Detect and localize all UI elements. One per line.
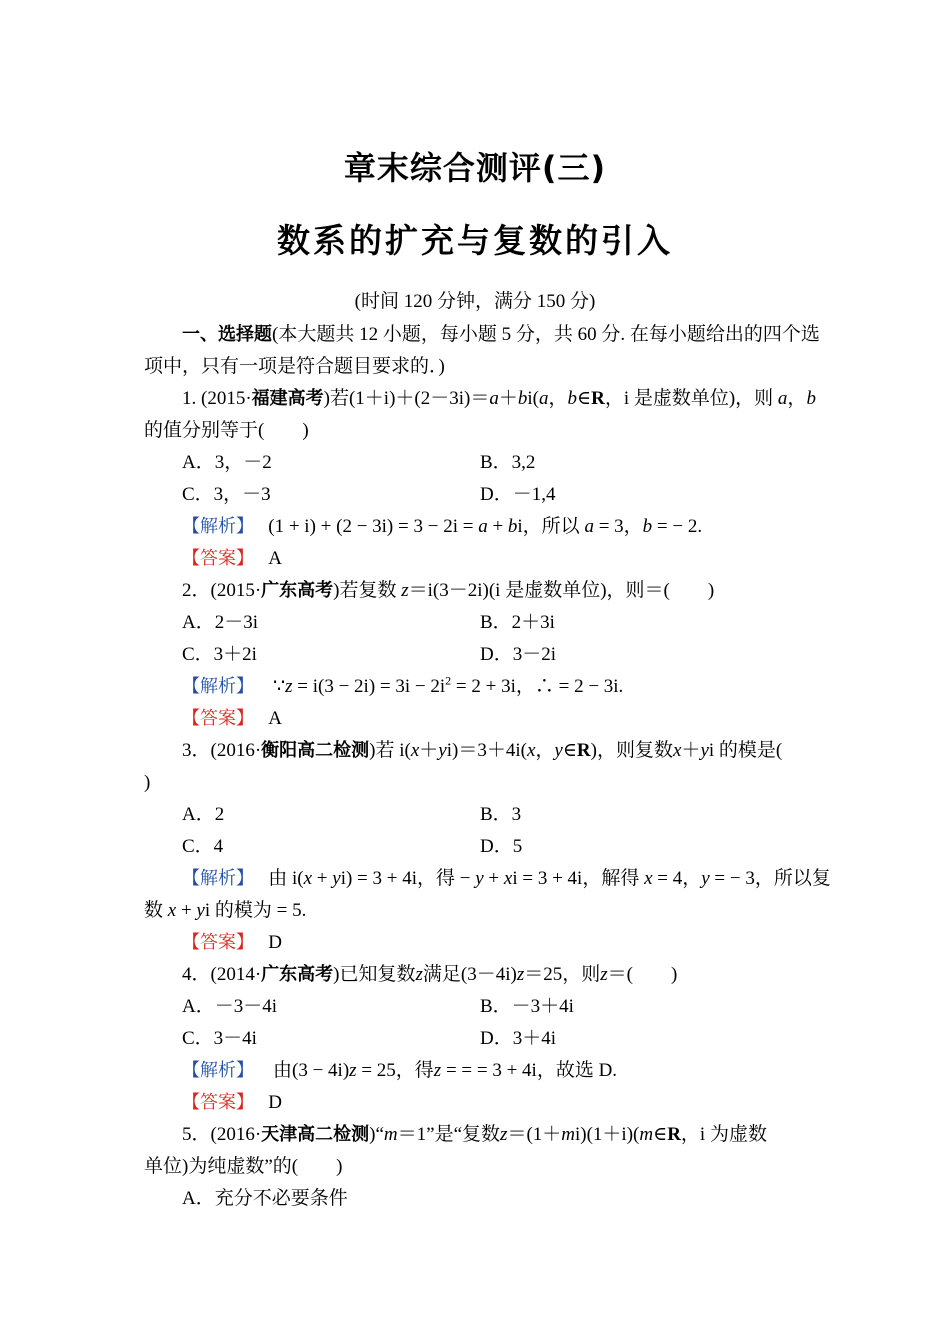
answer-label: 【答案】 — [182, 548, 254, 569]
question-4-option-a: A．－3－4i — [182, 996, 278, 1017]
question-4-analysis: 【解析】 由(3 − 4i)z = 25，得z = = = 3 + 4i，故选 D. — [182, 1060, 618, 1081]
question-1-stem: 1. (2015·福建高考)若(1＋i)＋(2－3i)＝a＋bi(a，b∈R，i 是虚数单位)，则 a，b — [182, 388, 816, 409]
question-4-answer: 【答案】 D — [182, 1092, 282, 1113]
question-5-stem: 5．(2016·天津高二检测)“m＝1”是“复数z＝(1＋mi)(1＋i)(m∈R，i 为虚数 — [182, 1124, 767, 1145]
analysis-label: 【解析】 — [182, 516, 254, 537]
question-3-option-d: D．5 — [480, 836, 523, 857]
question-1-option-a: A．3，－2 — [182, 452, 272, 473]
question-3-stem: 3．(2016·衡阳高二检测)若 i(x＋yi)＝3＋4i(x，y∈R)，则复数x＋yi 的模是( — [182, 740, 783, 761]
question-3-option-c: C．4 — [182, 836, 224, 857]
question-3-stem-line2: ) — [144, 772, 151, 793]
question-1-stem-line2: 的值分别等于( ) — [144, 420, 309, 441]
page-title: 章末综合测评(三) — [343, 149, 607, 187]
question-3-option-a: A．2 — [182, 804, 225, 825]
section-intro-line2: 项中，只有一项是符合题目要求的．) — [144, 356, 445, 377]
question-1-analysis: 【解析】 (1 + i) + (2 − 3i) = 3 − 2i = a + bi，所以 a = 3，b = − 2. — [182, 516, 703, 537]
question-2-analysis: 【解析】 ∵z = $i(3 - 2i) = 3i - 2i^2 = 2 + 3i$，∴ = 2 − 3i. — [182, 673, 624, 697]
page-subtitle: 数系的扩充与复数的引入 — [277, 221, 673, 260]
analysis-label: 【解析】 — [182, 676, 254, 697]
question-2-stem: 2．(2015·广东高考)若复数 z＝i(3－2i)(i 是虚数单位)，则＝( ) — [182, 580, 715, 601]
question-4-option-d: D．3＋4i — [480, 1028, 557, 1049]
question-3-option-b: B．3 — [480, 804, 522, 825]
section-heading: 一、选择题 — [182, 324, 272, 345]
question-4-stem: 4．(2014·广东高考)已知复数z满足(3－4i)z＝25，则z＝( ) — [182, 964, 678, 985]
analysis-label: 【解析】 — [182, 868, 254, 889]
answer-label: 【答案】 — [182, 1092, 254, 1113]
question-1-answer: 【答案】 A — [182, 548, 282, 569]
analysis-label: 【解析】 — [182, 1060, 254, 1081]
time-note: (时间 120 分钟，满分 150 分) — [354, 291, 596, 312]
question-source: 广东高考 — [261, 964, 334, 985]
question-5-option-a: A．充分不必要条件 — [182, 1188, 348, 1209]
question-2-option-d: D．3－2i — [480, 644, 557, 665]
question-source: 天津高二检测 — [261, 1124, 370, 1145]
answer-label: 【答案】 — [182, 932, 254, 953]
question-4-option-c: C．3－4i — [182, 1028, 257, 1049]
question-1-option-d: D．－1,4 — [480, 484, 556, 505]
question-2-option-a: A．2－3i — [182, 612, 259, 633]
question-1-option-b: B．3,2 — [480, 452, 536, 473]
question-1-option-c: C．3，－3 — [182, 484, 271, 505]
question-2-option-c: C．3＋2i — [182, 644, 257, 665]
question-2-option-b: B．2＋3i — [480, 612, 555, 633]
section-intro-line1: 一、选择题(本大题共 12 小题，每小题 5 分，共 60 分. 在每小题给出的四个选 — [182, 324, 820, 345]
question-2-answer: 【答案】 A — [182, 708, 282, 729]
question-3-analysis-line2: 数 x + yi 的模为 = 5. — [144, 900, 307, 921]
answer-label: 【答案】 — [182, 708, 254, 729]
question-5-stem-line2: 单位)为纯虚数”的( ) — [144, 1156, 343, 1177]
question-source: 广东高考 — [261, 580, 334, 601]
question-source: 福建高考 — [251, 388, 324, 409]
question-3-analysis: 【解析】 由 i(x + yi) = 3 + 4i，得 − y + xi = 3 + 4i，解得 x = 4，y = − 3，所以复 — [182, 868, 831, 889]
question-4-option-b: B．－3＋4i — [480, 996, 574, 1017]
question-source: 衡阳高二检测 — [261, 740, 370, 761]
question-3-answer: 【答案】 D — [182, 932, 282, 953]
